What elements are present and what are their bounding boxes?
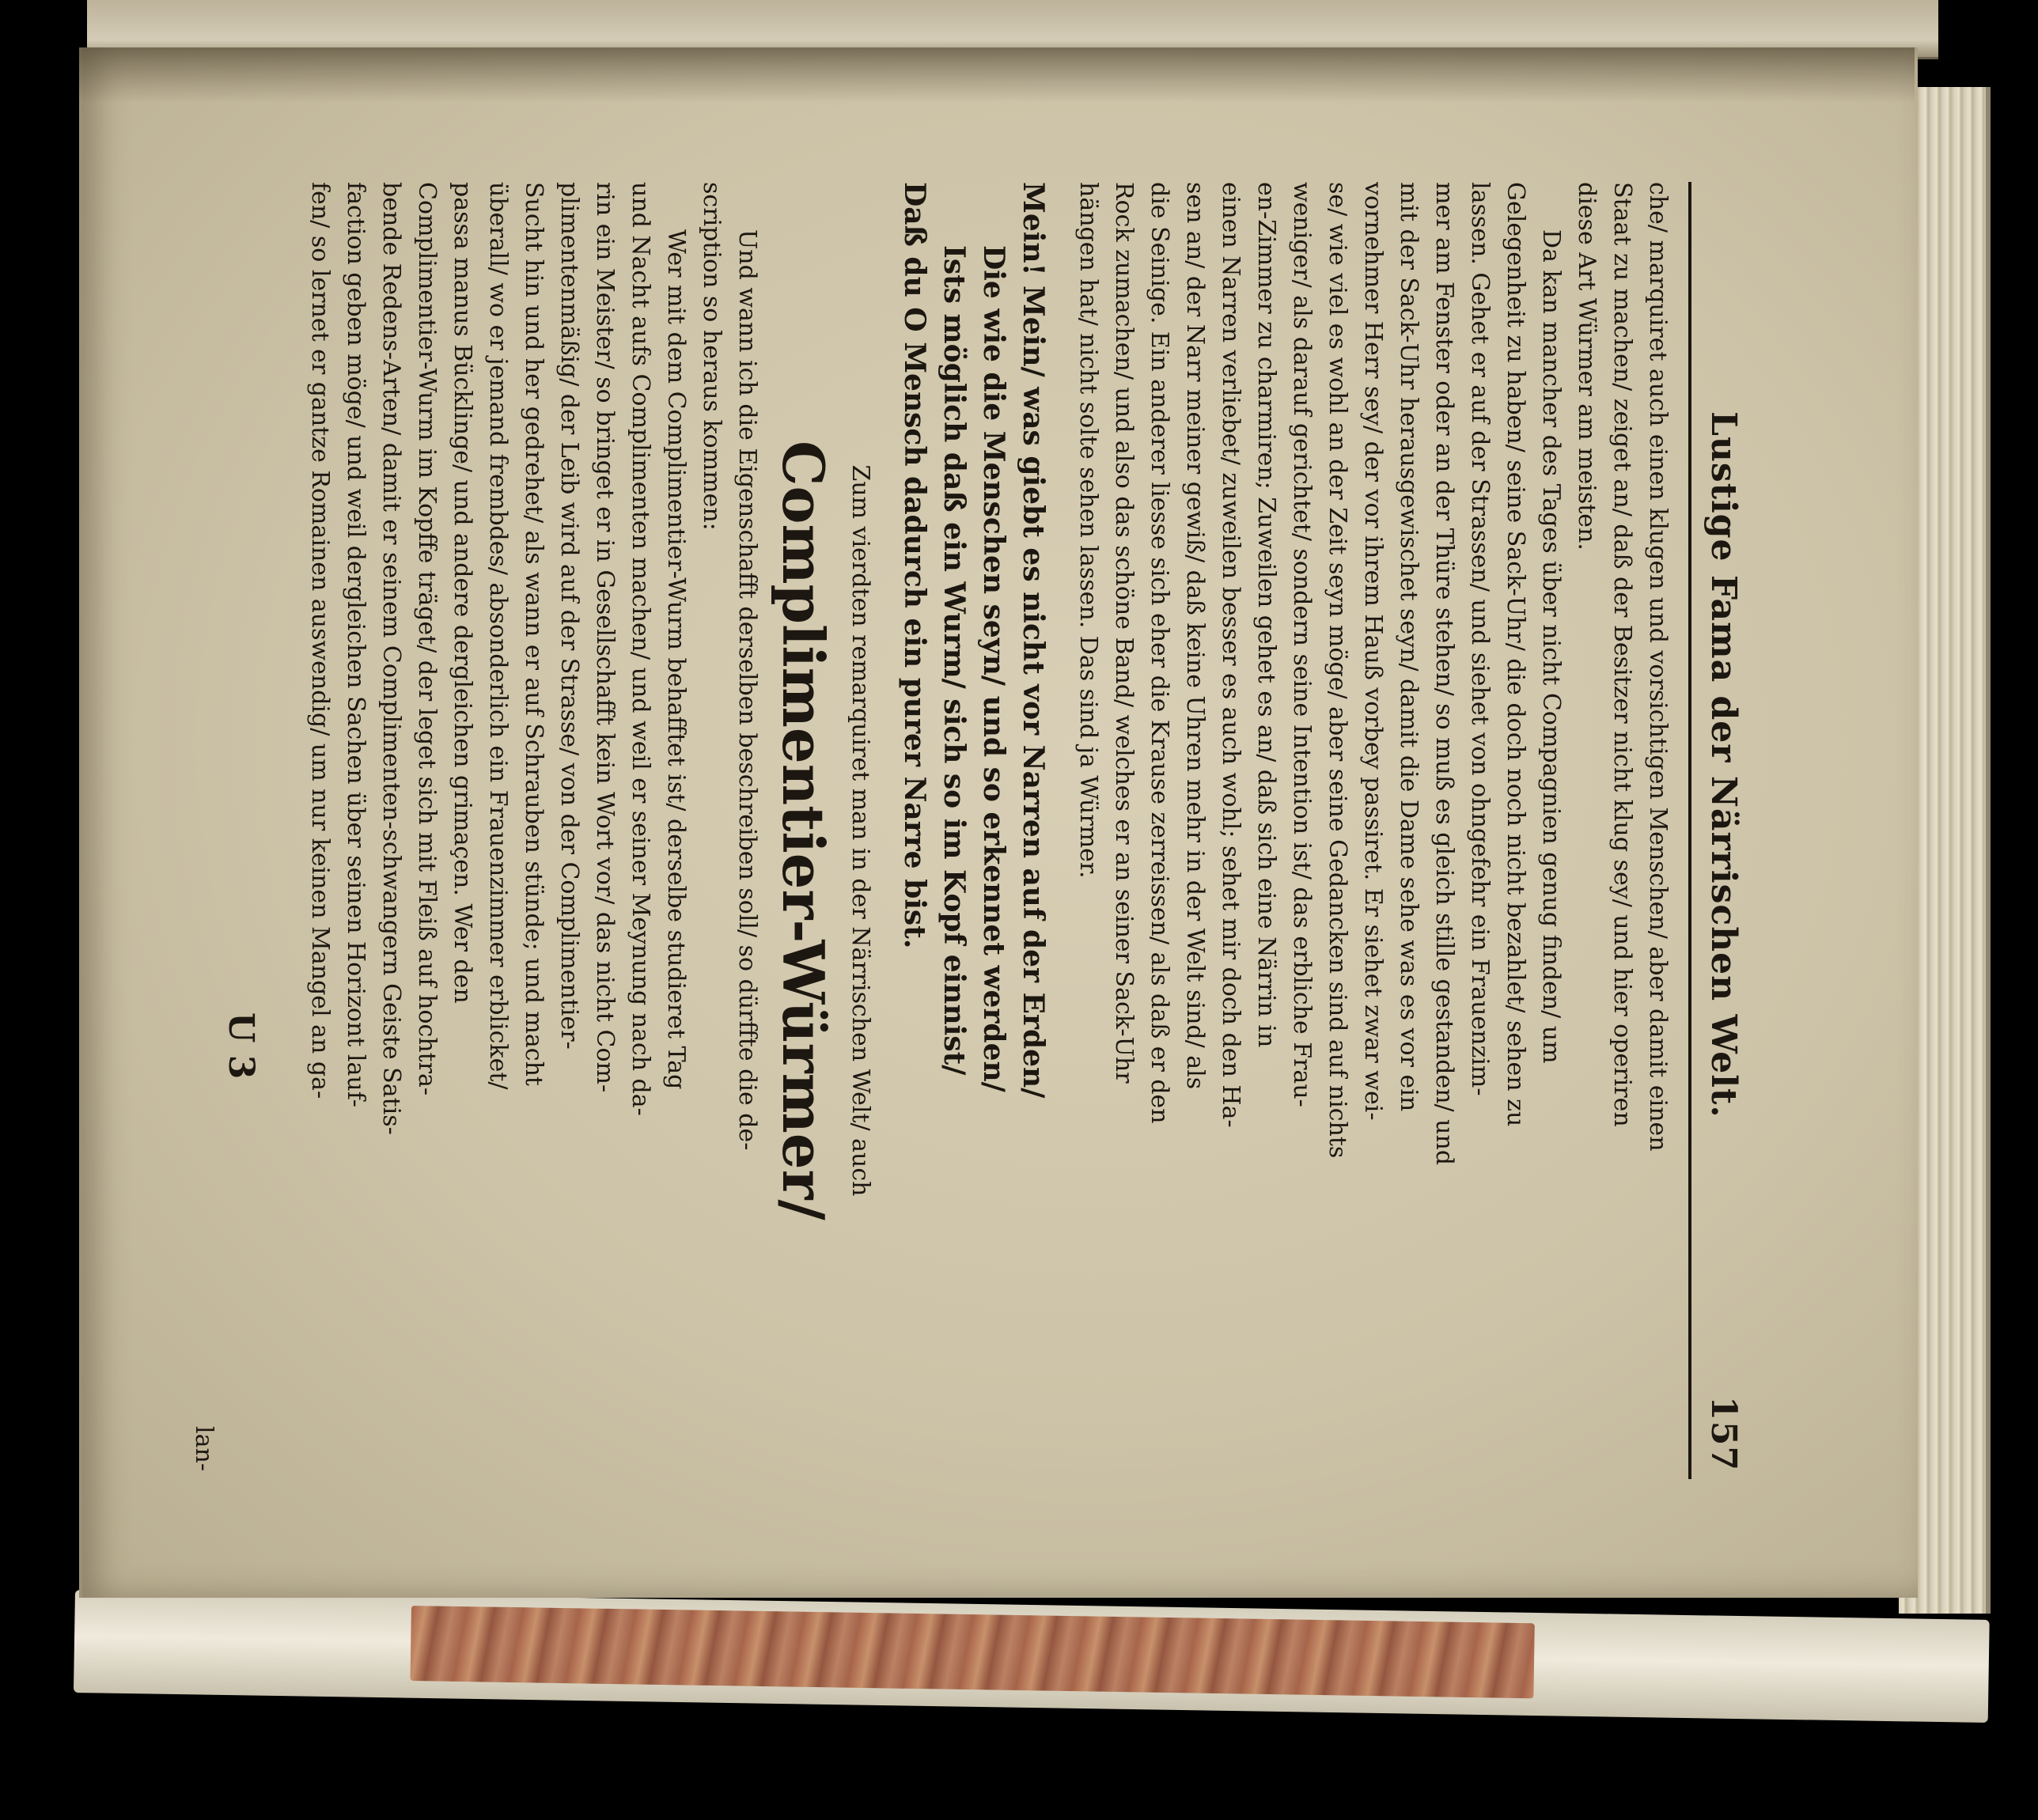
page-number: 157 (1703, 1396, 1744, 1471)
text-line: Staat zu machen/ zeiget an/ daß der Besitzer nicht klug sey/ und hier operiren (1608, 182, 1636, 1127)
text-line: mit der Sack-Uhr herausgewischet seyn/ damit die Dame sehe was es vor ein (1395, 182, 1422, 1112)
page-text-block (182, 182, 1748, 1479)
page-body (302, 182, 1676, 1479)
text-line: scription so heraus kommen: (698, 182, 725, 531)
text-line: diese Art Würmer am meisten. (1573, 182, 1600, 551)
text-line: die Seinige. Ein anderer liesse sich eher die Krause zerreissen/ als daß er den (1146, 182, 1173, 1124)
text-line: faction geben möge/ und weil dergleichen Sachen über seinen Horizont lauf- (342, 182, 369, 1107)
text-line: überall/ wo er jemand frembdes/ absonderlich ein Frauenzimmer erblicket/ (484, 182, 512, 1090)
running-head (1693, 182, 1748, 1479)
text-line: rin ein Meister/ so bringet er in Gesellschafft kein Wort vor/ das nicht Com- (591, 182, 619, 1093)
text-line: Wer mit dem Complimentier-Wurm behafftet ist/ derselbe studieret Tag (662, 229, 690, 1090)
text-line: Rock zumachen/ und also das schöne Band/ welches er an seiner Sack-Uhr (1110, 182, 1138, 1084)
verse-line: Daß du O Mensch dadurch ein purer Narre bist. (898, 182, 931, 949)
text-line: en-Zimmer zu charmiren; Zuweilen gehet es an/ daß sich eine Närrin in (1252, 182, 1280, 1048)
text-line: se/ wie viel es wohl an der Zeit seyn möge/ aber seine Gedancken sind auf nichts (1324, 182, 1351, 1159)
text-line: che/ marquiret auch einen klugen und vorsichtigen Menschen/ aber damit einen (1644, 182, 1672, 1152)
text-line: passa manus Bücklinge/ und andere dergleichen grimaçen. Wer den (449, 182, 476, 1004)
text-line: Sucht hin und her gedrehet/ als wann er auf Schrauben stünde; und macht (520, 182, 547, 1086)
verse-line: Die wie die Menschen seyn/ und so erkennet werden/ (977, 245, 1010, 1092)
text-line: mer am Fenster oder an der Thüre stehen/ so muß es gleich stille gestanden/ und (1430, 182, 1458, 1166)
text-line: und Nacht aufs Complimenten machen/ und weil er seiner Meynung nach da- (627, 182, 654, 1116)
text-line: Complimentier-Wurm im Kopffe träget/ der leget sich mit Fleiß auf hochtra- (413, 182, 441, 1095)
text-line: Da kan mancher des Tages über nicht Compagnien genug finden/ um (1537, 229, 1565, 1064)
text-line: sen an/ der Narr meiner gewiß/ daß keine Uhren mehr in der Welt sind/ als (1181, 182, 1209, 1090)
text-line: fen/ so lernet er gantze Romainen auswendig/ um nur keinen Mangel an ga- (306, 182, 334, 1099)
text-line: lassen. Gehet er auf der Strassen/ und siehet von ohngefehr ein Frauenzim- (1466, 182, 1494, 1096)
signature-mark: U 3 (221, 1012, 261, 1080)
text-line: weniger/ als darauf gerichtet/ sondern seine Intention ist/ das erbliche Frau- (1288, 182, 1316, 1107)
running-head-title: Lustige Fama der Närrischen Welt. (1703, 411, 1744, 1118)
text-line: hängen hat/ nicht solte sehen lassen. Das sind ja Würmer. (1074, 182, 1102, 879)
text-line: plimentenmäßig/ der Leib wird auf der Strasse/ von der Complimentier- (555, 182, 583, 1050)
text-line: bende Redens-Arten/ damit er seinem Complimenten-schwangern Geiste Satis- (377, 182, 405, 1135)
intro-line: Zum vierdten remarquiret man in der Närrischen Welt/ auch (847, 464, 874, 1197)
verse-line: Ists möglich daß ein Wurm/ sich so im Kopf einnist/ (938, 245, 971, 1076)
text-line: Gelegenheit zu haben/ seine Sack-Uhr/ die doch noch nicht bezahlet/ sehen zu (1502, 182, 1529, 1127)
verse-line: Mein! Mein/ was giebt es nicht vor Narren auf der Erden/ (1017, 182, 1050, 1099)
section-heading: Complimentier-Würmer/ (770, 441, 837, 1220)
gutter-shadow (79, 47, 1915, 103)
text-line: einen Narren verliebet/ zuweilen besser es auch wohl; sehet mir doch den Ha- (1217, 182, 1244, 1128)
text-line: vornehmer Herr sey/ der vor ihrem Hauß vorbey passiret. Er siehet zwar wei- (1359, 182, 1387, 1121)
text-line: Und wann ich die Eigenschafft derselben beschreiben soll/ so dürffte die de- (733, 229, 761, 1151)
catchword: lan- (190, 1426, 218, 1471)
header-rule (1688, 182, 1691, 1479)
